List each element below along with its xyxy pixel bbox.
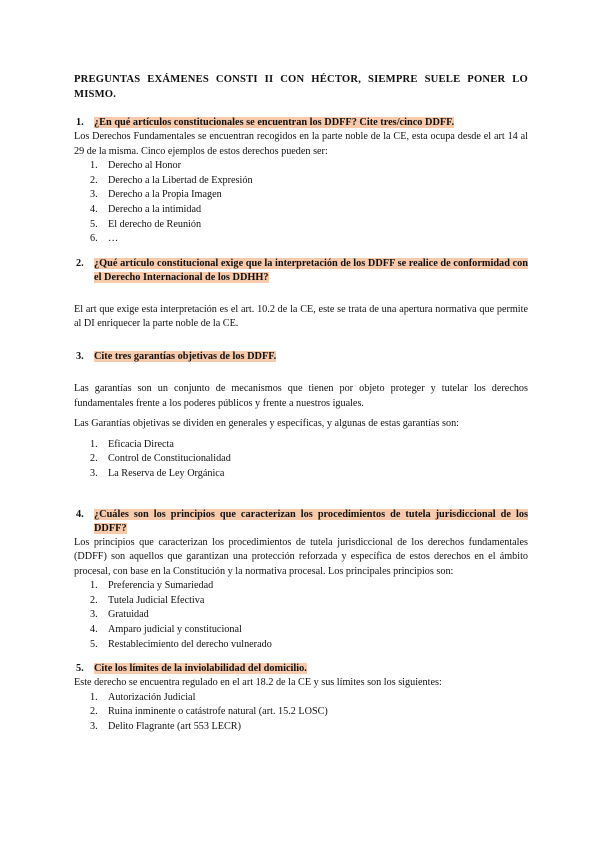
- question-text: Cite tres garantías objetivas de los DDFF.: [94, 350, 277, 362]
- list-item: 2. Ruina inminente o catástrofe natural (art. 15.2 LOSC): [90, 706, 328, 718]
- list-item: 5. Restablecimiento del derecho vulnerado: [90, 638, 272, 650]
- question-number: 4.: [76, 508, 84, 520]
- document-title: PREGUNTAS EXÁMENES CONSTI II CON HÉCTOR, SIEMPRE SUELE PONER LO MISMO.: [74, 74, 528, 100]
- question-1: [74, 116, 528, 130]
- list-item: 2. Control de Constitucionalidad: [90, 453, 231, 465]
- question-number: 5.: [76, 663, 84, 675]
- answer-list: [74, 159, 528, 247]
- list-item: 4. Amparo judicial y constitucional: [90, 624, 242, 636]
- list-item: 4. Derecho a la intimidad: [90, 203, 202, 215]
- question-2: [74, 257, 528, 285]
- document-page: [74, 72, 528, 735]
- question-number: 2.: [76, 257, 84, 269]
- question-3: [74, 350, 528, 364]
- list-item: 3. Delito Flagrante (art 553 LECR): [90, 721, 241, 733]
- list-item: 2. Tutela Judicial Efectiva: [90, 594, 205, 606]
- question-4: [74, 508, 528, 536]
- answer-list: [74, 691, 528, 735]
- answer-paragraph: El art que exige esta interpretación es el art. 10.2 de la CE, este se trata de una apertura normativa que permite al DI enriquecer la parte noble de la CE.: [74, 303, 528, 330]
- list-item: 6. …: [90, 233, 119, 245]
- list-item: 3. Gratuidad: [90, 609, 149, 621]
- list-item: 2. Derecho a la Libertad de Expresión: [90, 174, 253, 186]
- list-item: 1. Eficacia Directa: [90, 438, 174, 450]
- list-item: 3. La Reserva de Ley Orgánica: [90, 467, 225, 479]
- question-number: 3.: [76, 350, 84, 362]
- answer-list: [74, 438, 528, 482]
- answer-paragraph: Las Garantías objetivas se dividen en generales y específicas, y algunas de estas garantías son:: [74, 418, 460, 430]
- question-text: Cite los límites de la inviolabilidad del domicilio.: [94, 663, 307, 675]
- list-item: 1. Derecho al Honor: [90, 160, 181, 172]
- list-item: 5. El derecho de Reunión: [90, 218, 202, 230]
- list-item: 1. Autorización Judicial: [90, 691, 196, 703]
- list-item: 1. Preferencia y Sumariedad: [90, 580, 214, 592]
- question-number: 1.: [76, 117, 84, 128]
- question-text: ¿Cuáles son los principios que caracterizan los procedimientos de tutela jurisdiccional de los DDFF?: [94, 508, 528, 534]
- question-text: ¿En qué artículos constitucionales se encuentran los DDFF? Cite tres/cinco DDFF.: [94, 117, 455, 128]
- answer-paragraph: Los principios que caracterizan los procedimientos de tutela jurisdiccional de los derechos fundamentales (DDFF) son aquellos que garantizan una protección reforzada y específica de estos derechos en el ámbito procesal, con base en la Constitución y la normativa procesal. Los principales principios son:: [74, 536, 528, 577]
- question-5: [74, 662, 528, 676]
- answer-paragraph: Los Derechos Fundamentales se encuentran recogidos en la parte noble de la CE, esta ocupa desde el art 14 al 29 de la misma. Cinco ejemplos de estos derechos pueden ser:: [74, 131, 528, 157]
- answer-paragraph: Este derecho se encuentra regulado en el art 18.2 de la CE y sus límites son los siguientes:: [74, 677, 442, 689]
- question-text: ¿Qué artículo constitucional exige que la interpretación de los DDFF se realice de conformidad con el Derecho Internacional de los DDHH?: [94, 257, 528, 283]
- list-item: 3. Derecho a la Propia Imagen: [90, 189, 222, 201]
- answer-list: [74, 579, 528, 652]
- answer-paragraph: Las garantías son un conjunto de mecanismos que tienen por objeto proteger y tutelar los derechos fundamentales frente a los poderes públicos y frente a nuestros iguales.: [74, 382, 528, 409]
